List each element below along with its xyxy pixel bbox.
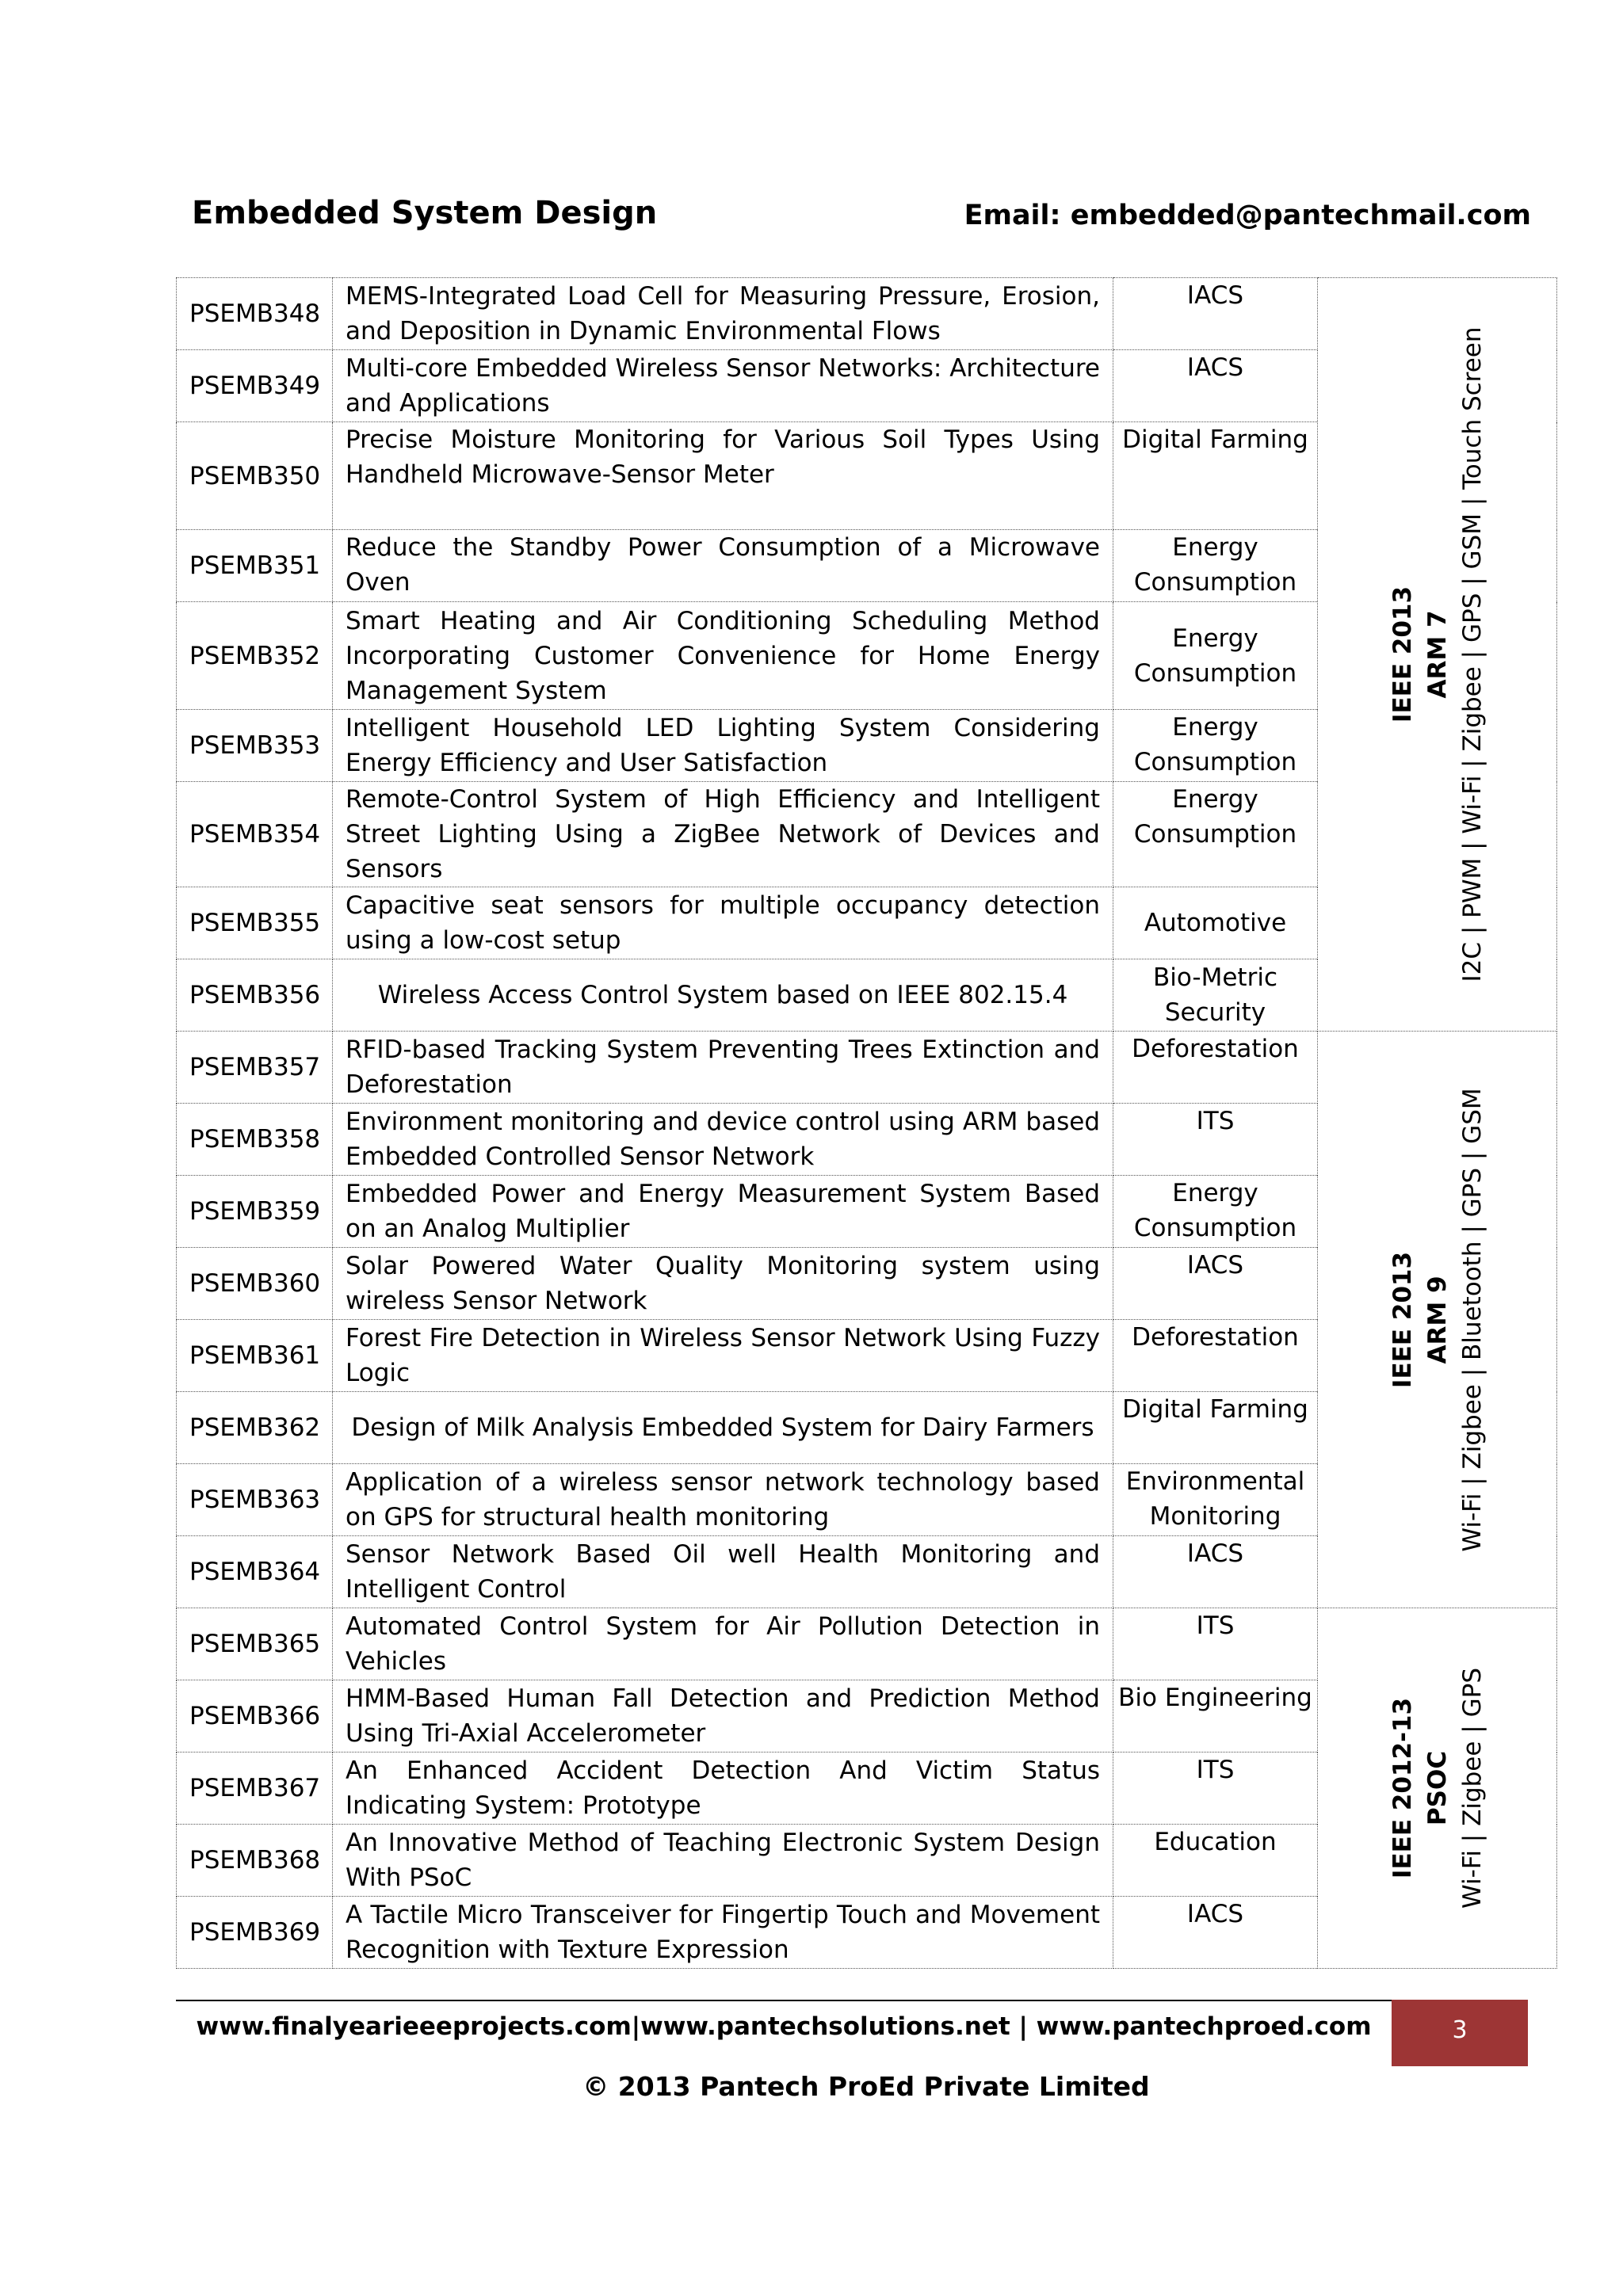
project-code: PSEMB364 [177,1536,333,1608]
project-title: Application of a wireless sensor network technology based on GPS for structural health monitoring [333,1464,1113,1536]
project-domain: Deforestation [1113,1320,1318,1392]
project-title: Automated Control System for Air Pollution Detection in Vehicles [333,1608,1113,1680]
project-code: PSEMB357 [177,1032,333,1104]
group-features: I2C | PWM | Wi-Fi | Zigbee | GPS | GSM | Touch Screen [1457,326,1487,982]
table-row [177,278,1557,350]
project-code: PSEMB358 [177,1104,333,1176]
copyright-notice: © 2013 Pantech ProEd Private Limited [582,2071,1150,2102]
project-title: Sensor Network Based Oil well Health Monitoring and Intelligent Control [333,1536,1113,1608]
project-domain: ITS [1113,1608,1318,1680]
project-code: PSEMB369 [177,1897,333,1969]
project-domain: Energy Consumption [1113,530,1318,602]
project-code: PSEMB356 [177,959,333,1032]
footer-links: www.finalyearieeeprojects.com|www.pantechsolutions.net | www.pantechproed.com [196,2012,1372,2041]
contact-email: Email: embedded@pantechmail.com [964,200,1531,231]
project-title: Smart Heating and Air Conditioning Scheduling Method Incorporating Customer Convenience for Home Energy Management System [333,602,1113,710]
group-year: IEEE 2013 [1388,585,1417,723]
project-domain: Deforestation [1113,1032,1318,1104]
project-code: PSEMB354 [177,782,333,887]
project-code: PSEMB368 [177,1825,333,1897]
project-table [176,277,1557,1969]
project-code: PSEMB355 [177,887,333,959]
project-domain: ITS [1113,1753,1318,1825]
project-domain: Energy Consumption [1113,710,1318,782]
project-title: Wireless Access Control System based on IEEE 802.15.4 [333,959,1113,1032]
project-code: PSEMB350 [177,422,333,530]
project-title: A Tactile Micro Transceiver for Fingertip Touch and Movement Recognition with Texture Expression [333,1897,1113,1969]
project-code: PSEMB348 [177,278,333,350]
project-title: Forest Fire Detection in Wireless Sensor Network Using Fuzzy Logic [333,1320,1113,1392]
project-code: PSEMB360 [177,1248,333,1320]
project-title: An Enhanced Accident Detection And Victim Status Indicating System: Prototype [333,1753,1113,1825]
project-code: PSEMB361 [177,1320,333,1392]
project-domain: Digital Farming [1113,422,1318,530]
project-domain: Bio-Metric Security [1113,959,1318,1032]
page-number: 3 [1392,2000,1528,2066]
project-code: PSEMB352 [177,602,333,710]
project-title: RFID-based Tracking System Preventing Trees Extinction and Deforestation [333,1032,1113,1104]
project-domain: IACS [1113,1248,1318,1320]
project-code: PSEMB353 [177,710,333,782]
group-year: IEEE 2013 [1388,1251,1417,1388]
project-domain: Automotive [1113,887,1318,959]
table-row [177,1032,1557,1104]
project-domain: Bio Engineering [1113,1680,1318,1753]
project-title: Embedded Power and Energy Measurement System Based on an Analog Multiplier [333,1176,1113,1248]
footer-divider [176,2000,1453,2001]
table-row [177,1608,1557,1680]
project-title: An Innovative Method of Teaching Electronic System Design With PSoC [333,1825,1113,1897]
group-features: Wi-Fi | Zigbee | Bluetooth | GPS | GSM [1457,1087,1487,1552]
document-title: Embedded System Design [192,195,658,231]
project-title: Solar Powered Water Quality Monitoring system using wireless Sensor Network [333,1248,1113,1320]
group-platform: ARM 9 [1423,1275,1452,1364]
project-domain: Energy Consumption [1113,1176,1318,1248]
project-domain: IACS [1113,350,1318,422]
project-title: Reduce the Standby Power Consumption of a Microwave Oven [333,530,1113,602]
project-title: Intelligent Household LED Lighting System Considering Energy Efficiency and User Satisfaction [333,710,1113,782]
project-domain: Environmental Monitoring [1113,1464,1318,1536]
project-title: Environment monitoring and device control using ARM based Embedded Controlled Sensor Network [333,1104,1113,1176]
project-domain: Digital Farming [1113,1392,1318,1464]
project-title: Remote-Control System of High Efficiency and Intelligent Street Lighting Using a ZigBee Network of Devices and Sensors [333,782,1113,887]
project-domain: Education [1113,1825,1318,1897]
project-code: PSEMB351 [177,530,333,602]
project-title: Design of Milk Analysis Embedded System for Dairy Farmers [333,1392,1113,1464]
project-domain: ITS [1113,1104,1318,1176]
group-platform: ARM 7 [1423,610,1452,699]
project-title: Precise Moisture Monitoring for Various Soil Types Using Handheld Microwave-Sensor Meter [333,422,1113,530]
platform-group-psoc [1318,1608,1557,1969]
project-code: PSEMB349 [177,350,333,422]
project-code: PSEMB363 [177,1464,333,1536]
project-domain: IACS [1113,1897,1318,1969]
project-code: PSEMB359 [177,1176,333,1248]
platform-group-arm7 [1318,278,1557,1032]
project-title: MEMS-Integrated Load Cell for Measuring Pressure, Erosion, and Deposition in Dynamic Environmental Flows [333,278,1113,350]
group-platform: PSOC [1423,1750,1452,1826]
group-features: Wi-Fi | Zigbee | GPS [1457,1667,1487,1909]
project-domain: Energy Consumption [1113,602,1318,710]
platform-group-arm9 [1318,1032,1557,1608]
project-code: PSEMB366 [177,1680,333,1753]
project-domain: IACS [1113,1536,1318,1608]
project-domain: IACS [1113,278,1318,350]
group-year: IEEE 2012-13 [1388,1697,1417,1879]
project-title: HMM-Based Human Fall Detection and Prediction Method Using Tri-Axial Accelerometer [333,1680,1113,1753]
project-title: Capacitive seat sensors for multiple occupancy detection using a low-cost setup [333,887,1113,959]
project-code: PSEMB362 [177,1392,333,1464]
project-code: PSEMB365 [177,1608,333,1680]
project-title: Multi-core Embedded Wireless Sensor Networks: Architecture and Applications [333,350,1113,422]
page-header [192,195,1531,242]
project-code: PSEMB367 [177,1753,333,1825]
project-domain: Energy Consumption [1113,782,1318,887]
